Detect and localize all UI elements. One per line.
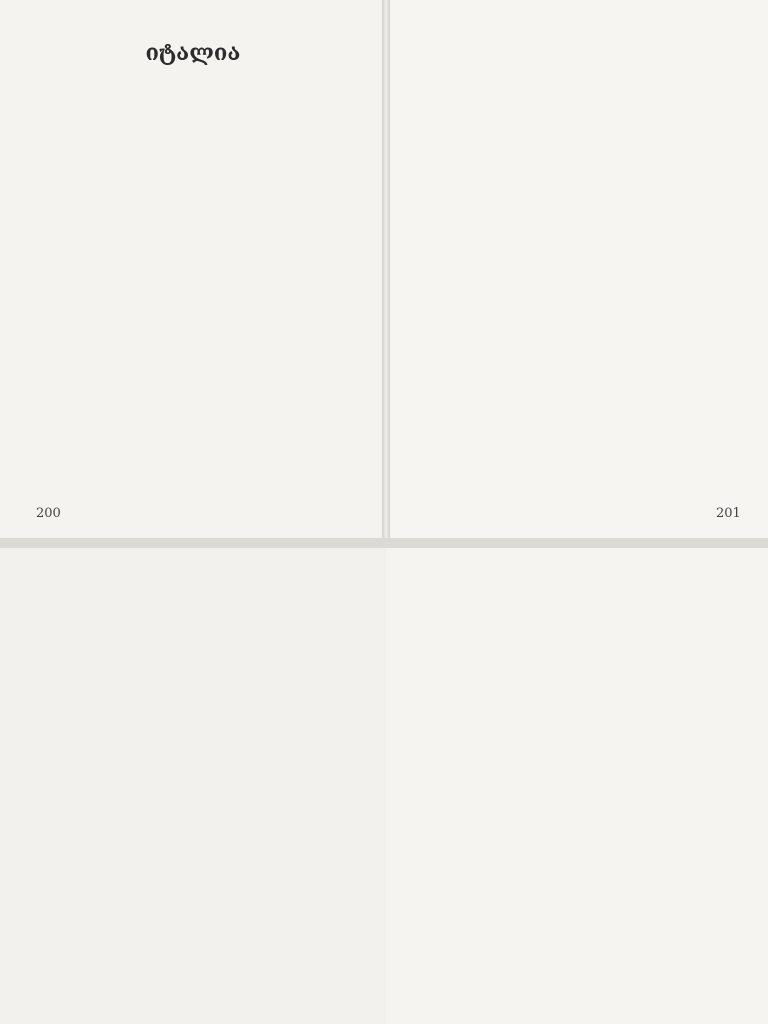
bottom-right-body-text [420, 572, 736, 1012]
page-number-right: 201 [716, 506, 741, 521]
bottom-left-body-text [44, 572, 354, 1012]
top-right-body-text [420, 30, 734, 496]
page-number-left: 200 [36, 506, 61, 521]
top-left-body-text [34, 84, 352, 494]
chapter-title: იტალია [145, 40, 241, 66]
top-spread-gutter [382, 0, 390, 538]
spread-separator [0, 538, 768, 548]
